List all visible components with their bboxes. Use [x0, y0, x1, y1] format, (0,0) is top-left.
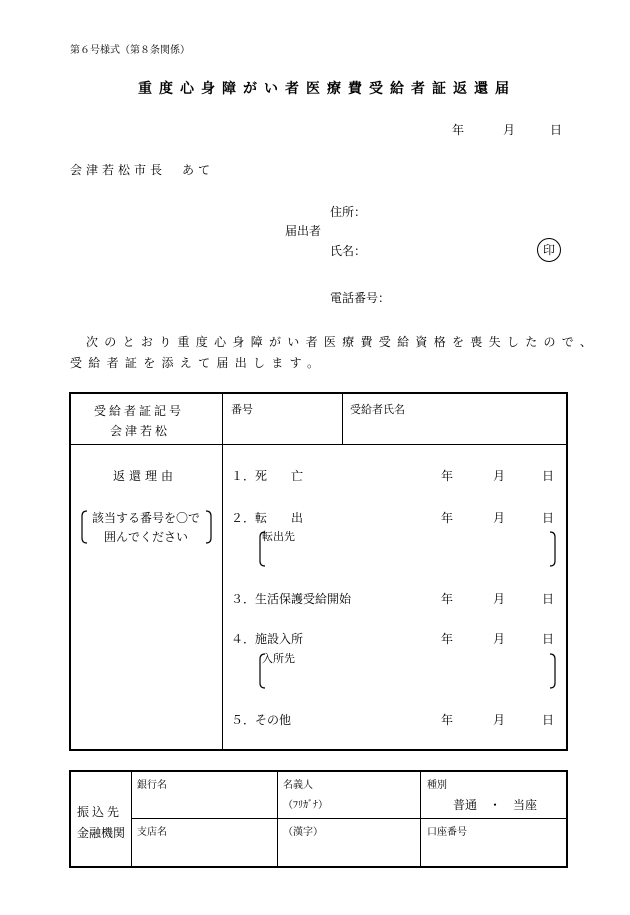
financial-institution-label: 金融機関 [77, 826, 126, 840]
statement-line-2: 受給者証を添えて届出します。 [70, 356, 326, 370]
phone-label: 電話番号： [330, 291, 391, 305]
form-number: 第６号様式（第８条関係） [70, 45, 190, 56]
date-day: 日 [550, 123, 563, 137]
reason-date-year: 年 [441, 713, 454, 727]
kanji-label: （漢字） [283, 827, 323, 838]
reason-date-year: 年 [441, 632, 454, 646]
bank-name-label: 銀行名 [137, 780, 167, 791]
account-type-label: 種別 [427, 780, 447, 791]
applicant-label: 届出者 [285, 224, 322, 238]
reason-date-year: 年 [441, 511, 454, 525]
right-bracket-icon [549, 653, 557, 689]
reason-date-day: 日 [542, 592, 555, 606]
reason-move-out[interactable]: ２．転 出 [231, 511, 304, 525]
transfer-destination-label: 振込先 [77, 805, 123, 819]
left-bracket-icon [258, 531, 266, 567]
certificate-symbol-label: 受給者証記号 [94, 404, 185, 418]
reason-date-day: 日 [542, 511, 555, 525]
reason-facility-admission[interactable]: ４．施設入所 [231, 632, 304, 646]
certificate-number-label: 番号 [231, 403, 253, 416]
reason-date-month: 月 [493, 511, 506, 525]
reason-welfare-start[interactable]: ３．生活保護受給開始 [231, 592, 352, 606]
statement-line-1: 次のとおり重度心身障がい者医療費受給資格を喪失したので、 [86, 335, 599, 349]
name-label: 氏名： [330, 244, 367, 258]
reason-other[interactable]: ５．その他 [231, 713, 292, 727]
account-number-label: 口座番号 [427, 827, 467, 838]
return-reason-label: 返還理由 [113, 469, 178, 483]
reason-date-day: 日 [542, 713, 555, 727]
reason-date-day: 日 [542, 469, 555, 483]
address-label: 住所： [330, 205, 367, 219]
account-holder-label: 名義人 [283, 780, 313, 791]
move-out-destination-label: 転出先 [262, 530, 295, 543]
addressee: 会津若松市長 あて [70, 163, 215, 177]
reason-date-day: 日 [542, 632, 555, 646]
left-bracket-icon [80, 510, 88, 544]
reason-date-month: 月 [493, 592, 506, 606]
reason-date-year: 年 [441, 469, 454, 483]
branch-name-label: 支店名 [137, 827, 167, 838]
facility-destination-label: 入所先 [262, 652, 295, 665]
reason-date-month: 月 [493, 713, 506, 727]
reason-date-month: 月 [493, 469, 506, 483]
instruction-line-1: 該当する番号を〇で [92, 511, 201, 525]
reason-date-year: 年 [441, 592, 454, 606]
furigana-label: （ﾌﾘｶﾞﾅ） [283, 800, 328, 811]
right-bracket-icon [549, 531, 557, 567]
left-bracket-icon [258, 653, 266, 689]
right-bracket-icon [205, 510, 213, 544]
instruction-line-2: 囲んでください [104, 530, 189, 544]
certificate-symbol-prefix: 会津若松 [110, 424, 171, 438]
reason-death[interactable]: １．死 亡 [231, 469, 304, 483]
reason-date-month: 月 [493, 632, 506, 646]
form-title: 重度心身障がい者医療費受給者証返還届 [138, 81, 516, 97]
seal-mark: 印 [537, 238, 561, 262]
account-type-options[interactable]: 普通 ・ 当座 [453, 798, 538, 812]
date-month: 月 [503, 123, 516, 137]
date-year: 年 [452, 123, 465, 137]
recipient-name-label: 受給者氏名 [350, 403, 405, 416]
